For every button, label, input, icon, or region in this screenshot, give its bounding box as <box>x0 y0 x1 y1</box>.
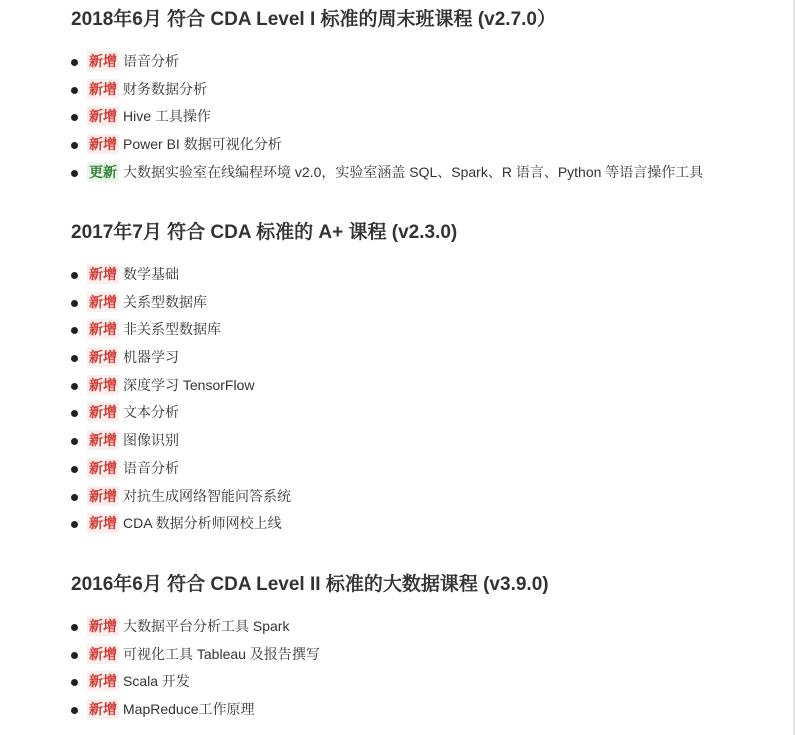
item-text: Scala 开发 <box>123 673 190 690</box>
new-tag: 新增 <box>89 487 117 504</box>
item-text: 图像识别 <box>123 432 179 449</box>
new-tag: 新增 <box>89 673 117 690</box>
list-item <box>71 344 457 372</box>
bullet-icon <box>71 438 78 445</box>
item-text: 语音分析 <box>123 459 179 476</box>
item-text: 对抗生成网络智能问答系统 <box>123 487 291 504</box>
list-item <box>71 613 549 641</box>
list-item <box>71 483 457 511</box>
list-item <box>71 641 549 669</box>
item-text: 可视化工具 Tableau 及报告撰写 <box>123 645 320 662</box>
new-tag: 新增 <box>89 701 117 718</box>
new-tag: 新增 <box>89 618 117 634</box>
release-section-v2-7-0 <box>71 0 703 186</box>
bullet-icon <box>71 114 78 121</box>
new-tag: 新增 <box>89 349 117 366</box>
new-tag: 新增 <box>89 432 117 449</box>
feature-list <box>71 48 703 186</box>
list-item <box>71 696 549 724</box>
item-text: 机器学习 <box>123 349 179 366</box>
bullet-icon <box>71 466 78 473</box>
bullet-icon <box>71 707 78 714</box>
list-item <box>71 159 703 187</box>
list-item <box>71 131 703 159</box>
list-item <box>71 261 457 289</box>
new-tag: 新增 <box>89 293 117 310</box>
section-title: 2016年6月 符合 CDA Level II 标准的大数据课程 (v3.9.0) <box>71 574 549 595</box>
new-tag: 新增 <box>89 321 117 338</box>
item-text: 文本分析 <box>123 404 179 421</box>
bullet-icon <box>71 624 78 631</box>
list-item <box>71 103 703 131</box>
item-text: Hive 工具操作 <box>123 108 211 125</box>
list-item <box>71 372 457 400</box>
new-tag: 新增 <box>89 515 117 532</box>
list-item <box>71 427 457 455</box>
item-text: 关系型数据库 <box>123 293 207 310</box>
feature-list <box>71 261 457 538</box>
list-item <box>71 399 457 427</box>
bullet-icon <box>71 652 78 659</box>
list-item <box>71 668 549 696</box>
item-text: 非关系型数据库 <box>123 321 221 338</box>
item-text: 深度学习 TensorFlow <box>123 376 255 393</box>
section-title: 2018年6月 符合 CDA Level I 标准的周末班课程 (v2.7.0） <box>71 9 556 30</box>
list-item <box>71 455 457 483</box>
bullet-icon <box>71 170 78 177</box>
list-item <box>71 48 703 76</box>
list-item <box>71 316 457 344</box>
list-item <box>71 510 457 538</box>
bullet-icon <box>71 142 78 149</box>
new-tag: 新增 <box>89 404 117 421</box>
new-tag: 新增 <box>89 108 117 125</box>
bullet-icon <box>71 494 78 501</box>
item-text: 大数据平台分析工具 Spark <box>123 618 290 634</box>
item-text: 大数据实验室在线编程环境 v2.0，实验室涵盖 SQL、Spark、R 语言、Python 等语言操作工具 <box>123 163 704 180</box>
release-section-v3-9-0 <box>71 565 549 724</box>
new-tag: 新增 <box>89 266 117 282</box>
bullet-icon <box>71 355 78 362</box>
bullet-icon <box>71 383 78 390</box>
list-item <box>71 76 703 104</box>
new-tag: 新增 <box>89 376 117 393</box>
item-text: 数学基础 <box>123 266 179 282</box>
bullet-icon <box>71 272 78 279</box>
new-tag: 新增 <box>89 136 117 153</box>
new-tag: 新增 <box>89 80 117 97</box>
new-tag: 新增 <box>89 459 117 476</box>
item-text: CDA 数据分析师网校上线 <box>123 515 282 532</box>
section-title: 2017年7月 符合 CDA 标准的 A+ 课程 (v2.3.0) <box>71 222 458 243</box>
list-item <box>71 289 457 317</box>
new-tag: 新增 <box>89 645 117 662</box>
release-section-v2-3-0 <box>71 213 457 538</box>
item-text: MapReduce工作原理 <box>123 701 255 718</box>
bullet-icon <box>71 59 78 66</box>
item-text: 财务数据分析 <box>123 80 207 97</box>
feature-list <box>71 613 549 724</box>
bullet-icon <box>71 300 78 307</box>
item-text: 语音分析 <box>123 53 179 69</box>
item-text: Power BI 数据可视化分析 <box>123 136 282 153</box>
bullet-icon <box>71 327 78 334</box>
update-tag: 更新 <box>89 163 117 180</box>
bullet-icon <box>71 410 78 417</box>
new-tag: 新增 <box>89 53 117 69</box>
bullet-icon <box>71 521 78 528</box>
bullet-icon <box>71 87 78 94</box>
bullet-icon <box>71 679 78 686</box>
